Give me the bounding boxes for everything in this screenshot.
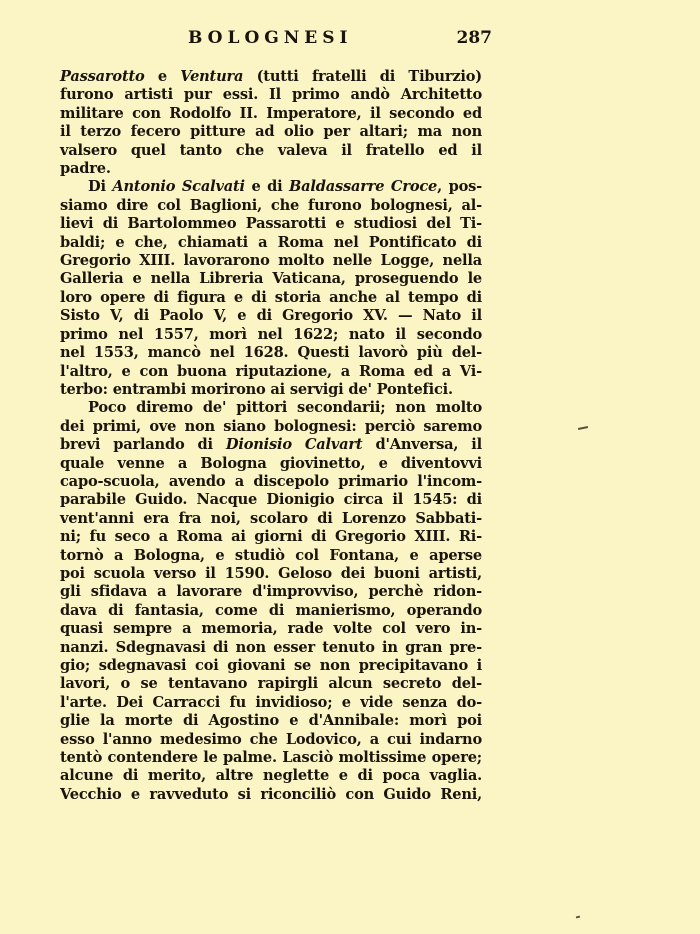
italic-name: Passarotto bbox=[60, 68, 145, 85]
text-line bbox=[60, 252, 482, 270]
text-line bbox=[60, 381, 482, 399]
text-line bbox=[60, 731, 482, 749]
text-segment: gli sfidava a lavorare d'improvviso, perchè ridon- bbox=[60, 583, 482, 601]
text-line bbox=[60, 749, 482, 767]
text-line bbox=[60, 547, 482, 565]
text-line bbox=[60, 178, 482, 196]
text-segment: d'Anversa, il bbox=[362, 436, 482, 454]
running-title: BOLOGNESI bbox=[188, 28, 353, 48]
text-line bbox=[60, 528, 482, 546]
text-segment: l'arte. Dei Carracci fu invidioso; e vide senza do- bbox=[60, 693, 482, 711]
text-line bbox=[60, 565, 482, 583]
italic-name: Baldassarre Croce bbox=[289, 178, 438, 196]
text-segment: primo nel 1557, morì nel 1622; nato il secondo bbox=[60, 325, 482, 343]
text-segment: e di bbox=[244, 178, 290, 196]
text-segment: e bbox=[144, 68, 181, 85]
text-line bbox=[60, 399, 482, 417]
text-line bbox=[60, 197, 482, 215]
text-segment: brevi parlando di bbox=[60, 436, 226, 454]
text-segment: terbo: entrambi morirono ai servigi de' Pontefici. bbox=[60, 380, 453, 398]
text-segment: Di bbox=[88, 178, 113, 196]
italic-name: Antonio Scalvati bbox=[112, 178, 245, 196]
text-segment: militare con Rodolfo II. Imperatore, il secondo ed bbox=[60, 104, 482, 122]
text-line bbox=[60, 510, 482, 528]
text-segment: quale venne a Bologna giovinetto, e diventovvi bbox=[60, 454, 482, 472]
text-line bbox=[60, 694, 482, 712]
margin-mark bbox=[578, 426, 588, 430]
text-segment: Galleria e nella Libreria Vaticana, proseguendo le bbox=[60, 270, 482, 288]
text-segment: l'altro, e con buona riputazione, a Roma ed a Vi- bbox=[60, 362, 482, 380]
text-segment: valsero quel tanto che valeva il fratello ed il bbox=[60, 141, 482, 159]
text-segment: baldi; e che, chiamati a Roma nel Pontificato di bbox=[60, 233, 482, 251]
text-line bbox=[60, 270, 482, 288]
text-line bbox=[60, 307, 482, 325]
text-segment: il terzo fecero pitture ad olio per altari; ma non bbox=[60, 123, 482, 141]
text-segment: ni; fu seco a Roma ai giorni di Gregorio XIII. Ri- bbox=[60, 528, 482, 546]
text-line bbox=[60, 234, 482, 252]
text-line bbox=[60, 473, 482, 491]
text-segment: glie la morte di Agostino e d'Annibale: morì poi bbox=[60, 712, 482, 730]
text-segment: nel 1553, mancò nel 1628. Questi lavorò più del- bbox=[60, 344, 482, 362]
text-line bbox=[60, 657, 482, 675]
text-segment: tornò a Bologna, e studiò col Fontana, e aperse bbox=[60, 546, 482, 564]
text-line bbox=[60, 491, 482, 509]
text-line bbox=[60, 326, 482, 344]
text-segment: , pos- bbox=[437, 178, 482, 196]
text-line bbox=[60, 86, 482, 104]
text-segment: siamo dire col Baglioni, che furono bolognesi, al- bbox=[60, 196, 482, 214]
text-line bbox=[60, 418, 482, 436]
text-line bbox=[60, 602, 482, 620]
text-segment: alcune di merito, altre neglette e di poca vaglia. bbox=[60, 767, 482, 785]
text-segment: Vecchio e ravveduto si riconciliò con Guido Reni, bbox=[60, 785, 482, 803]
text-line bbox=[60, 767, 482, 785]
text-line bbox=[60, 344, 482, 362]
text-segment: loro opere di figura e di storia anche al tempo di bbox=[60, 288, 482, 306]
text-segment: tentò contendere le palme. Lasciò moltissime opere; bbox=[60, 749, 482, 767]
text-segment: dei primi, ove non siano bolognesi: perciò saremo bbox=[60, 417, 482, 435]
text-segment: gio; sdegnavasi coi giovani se non precipitavano i bbox=[60, 657, 482, 674]
text-segment: furono artisti pur essi. Il primo andò Architetto bbox=[60, 86, 482, 104]
text-line bbox=[60, 215, 482, 233]
text-line bbox=[60, 436, 482, 454]
margin-mark bbox=[576, 916, 580, 919]
text-line bbox=[60, 675, 482, 693]
text-segment: capo-scuola, avendo a discepolo primario l'incom- bbox=[60, 472, 482, 490]
text-line bbox=[60, 68, 482, 86]
text-line bbox=[60, 712, 482, 730]
text-line bbox=[60, 786, 482, 804]
text-segment: (tutti fratelli di Tiburzio) bbox=[243, 68, 482, 85]
text-segment: esso l'anno medesimo che Lodovico, a cui indarno bbox=[60, 730, 482, 748]
text-line bbox=[60, 289, 482, 307]
text-line bbox=[60, 160, 482, 178]
body-text bbox=[60, 68, 482, 804]
running-header bbox=[60, 28, 492, 52]
text-line bbox=[60, 142, 482, 160]
text-line bbox=[60, 455, 482, 473]
text-segment: padre. bbox=[60, 160, 111, 178]
text-line bbox=[60, 639, 482, 657]
text-segment: nanzi. Sdegnavasi di non esser tenuto in gran pre- bbox=[60, 638, 482, 656]
text-segment: quasi sempre a memoria, rade volte col vero in- bbox=[60, 620, 482, 638]
text-segment: dava di fantasia, come di manierismo, operando bbox=[60, 601, 482, 619]
italic-name: Ventura bbox=[180, 68, 244, 85]
text-segment: lievi di Bartolommeo Passarotti e studiosi del Ti- bbox=[60, 215, 482, 233]
italic-name: Dionisio Calvart bbox=[225, 436, 363, 454]
text-line bbox=[60, 123, 482, 141]
text-segment: Poco diremo de' pittori secondarii; non molto bbox=[88, 399, 482, 417]
text-segment: parabile Guido. Nacque Dionigio circa il 1545: di bbox=[60, 491, 482, 509]
text-line bbox=[60, 583, 482, 601]
text-line bbox=[60, 620, 482, 638]
text-segment: Gregorio XIII. lavorarono molto nelle Logge, nella bbox=[60, 252, 482, 270]
text-line bbox=[60, 363, 482, 381]
text-segment: vent'anni era fra noi, scolaro di Lorenzo Sabbati- bbox=[60, 509, 482, 527]
page-number: 287 bbox=[456, 28, 492, 48]
text-line bbox=[60, 105, 482, 123]
text-segment: Sisto V, di Paolo V, e di Gregorio XV. — Nato il bbox=[60, 307, 482, 325]
text-segment: poi scuola verso il 1590. Geloso dei buoni artisti, bbox=[60, 564, 482, 582]
text-segment: lavori, o se tentavano rapirgli alcun secreto del- bbox=[60, 675, 482, 693]
